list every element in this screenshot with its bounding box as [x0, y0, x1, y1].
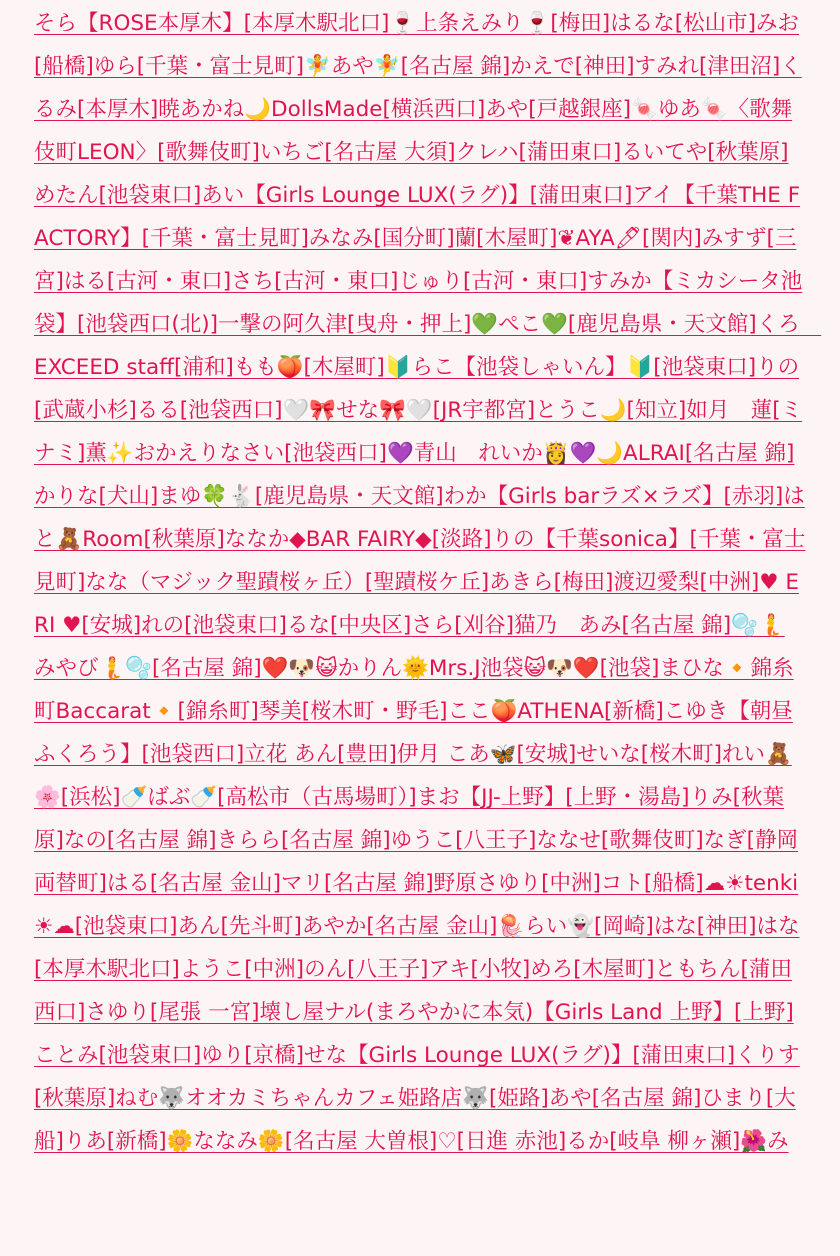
cast-link[interactable]: ❦AYA🖊[関内]みすず[三宮]はる[古河・東口]さち[古河・東口]じゅり[古河・東口]	[34, 226, 797, 294]
cast-link[interactable]: るいてや[秋葉原]めたん[池袋東口]あい【Girls Lounge LUX(ラグ)】[蒲田東口]	[34, 140, 789, 208]
cast-link[interactable]: 🎀せな🎀🤍[JR宇都宮]とうこ🌙[知立]如月 蓮[ミナミ]薫✨おかえりなさい[池袋西口]	[34, 398, 803, 466]
cast-link[interactable]: のん[八王子]アキ[小牧]めろ[木屋町]ともちん[蒲田西口]さゆり[尾張 一宮]	[34, 957, 792, 1025]
cast-link[interactable]: アイ【千葉THE FACTORY】[千葉・富士見町]みなみ[国分町]蘭[木屋町]	[34, 183, 801, 251]
cast-link[interactable]: ゆあ🍬〈歌舞伎町LEON〉[歌舞伎町]いちご[名古屋 大須]クレハ[蒲田東口]	[34, 97, 793, 165]
cast-link[interactable]: さら[刈谷]猫乃 あみ[名古屋 錦]🫧🧜みやび🧜🫧[名古屋 錦]❤️🐶😺かりん🌞	[34, 613, 785, 681]
cast-link[interactable]: ここ🍑ATHENA[新橋]こゆき【朝昼ふくろう】[池袋西口]立花 あん[豊田]	[34, 699, 793, 767]
cast-link[interactable]: [津田沼]くるみ[本厚木]暁あかね🌙DollsMade[横浜西口]あや[戸越銀座]🍬	[34, 54, 802, 122]
cast-link[interactable]: 💜青山 れいか👸💜🌙ALRAI[名古屋 錦]かりな[犬山]まゆ🍀🐇[鹿児島県・天文館]	[34, 441, 795, 509]
cast-link[interactable]: あきら[梅田]渡辺愛梨[中洲]♥ ERI ♥[安城]れの[池袋東口]るな[中央区]	[34, 570, 799, 638]
cast-link[interactable]: ゆうこ[八王子]ななせ[歌舞伎町]なぎ[静岡 両替町]はる[名古屋 金山]	[34, 828, 799, 896]
cast-link[interactable]: ゆり[京橋]せな【Girls Lounge LUX(ラグ)】[蒲田東口]くりす[秋葉原]	[34, 1043, 800, 1111]
cast-link[interactable]: わか【Girls barラズ×ラズ】[赤羽]はと🧸Room[秋葉原]ななか◆BAR FAIRY◆[淡路]	[34, 484, 805, 552]
cast-link[interactable]: まお【JJ-上野】[上野・湯島]りみ[秋葉原]なの[名古屋 錦]きらら[名古屋 錦]	[34, 785, 784, 853]
cast-link[interactable]: ねむ🐺オオカミちゃんカフェ姫路店🐺[姫路]あや[名古屋 錦]ひまり[大船]	[34, 1086, 796, 1154]
cast-link[interactable]: あやか[名古屋 金山]🪼らい👻[岡崎]はな[神田]はな[本厚木駅北口]ようこ[中洲]	[34, 914, 800, 982]
cast-link[interactable]: そら【ROSE本厚木】[本厚木駅北口]🍷上条えみり🍷[梅田]はるな[松山市]	[34, 11, 756, 36]
cast-link[interactable]: みお[船橋]ゆら[千葉・富士見町]🧚あや🧚[名古屋 錦]かえで[神田]すみれ	[34, 11, 799, 79]
cast-link[interactable]: 壊し屋ナル(まろやかに本気)【Girls Land 上野】[上野]ことみ[池袋東口]	[34, 1000, 794, 1068]
cast-link[interactable]: 伊月 こあ🦋[安城]せいな[桜木町]れい🧸🌸[浜松]🍼ばぶ🍼[高松市（古馬場町）]	[34, 742, 792, 810]
cast-link[interactable]: 🔰らこ【池袋しゃいん】🔰[池袋東口]りの[武蔵小杉]るる[池袋西口]🤍	[34, 355, 800, 423]
cast-link[interactable]: りあ[新橋]🌼ななみ🌼[名古屋 大曽根]♡[日進 赤池]るか[岐阜 柳ヶ瀬]🌺み	[63, 1129, 789, 1154]
cast-link-list	[34, 2, 822, 1163]
cast-link[interactable]: 💚ぺこ💚[鹿児島県・天文館]くろ EXCEED staff[浦和]もも🍑[木屋町]	[34, 312, 822, 380]
cast-link[interactable]: マリ[名古屋 錦]野原さゆり[中洲]コト[船橋]☁☀tenki☀☁[池袋東口]あん[先斗町]	[34, 871, 799, 939]
cast-link[interactable]: すみか【ミカシータ池袋】[池袋西口(北)]一撃の阿久津[曳舟・押上]	[34, 269, 803, 337]
cast-link[interactable]: りの【千葉sonica】[千葉・富士見町]なな（マジック聖蹟桜ヶ丘）[聖蹟桜ケ丘]	[34, 527, 806, 595]
cast-link[interactable]: Mrs.J池袋😺🐶❤️[池袋]まひな🔸錦糸町Baccarat🔸[錦糸町]琴美[桜木町・野毛]	[34, 656, 794, 724]
